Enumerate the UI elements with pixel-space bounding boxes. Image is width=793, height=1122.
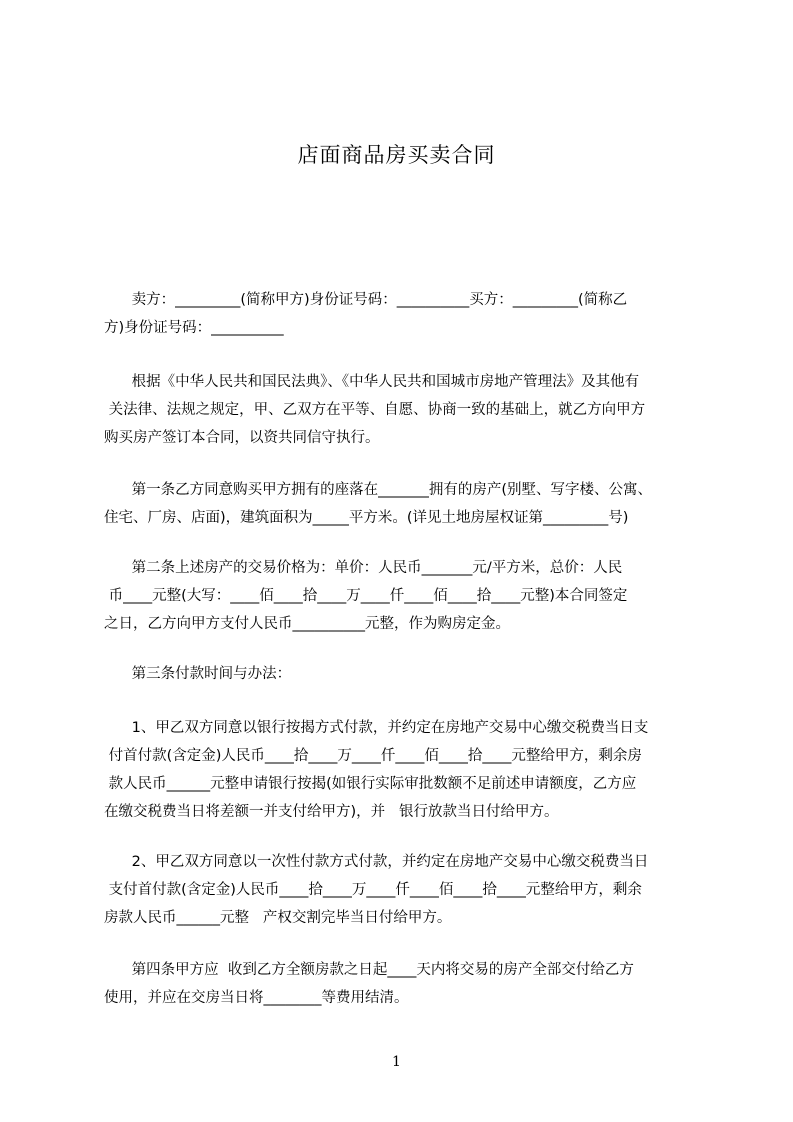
text-line: 关法律、法规之规定，甲、乙双方在平等、自愿、协商一致的基础上，就乙方向甲方 [104, 402, 646, 418]
text-line: 根据《中华人民共和国民法典》、《中华人民共和国城市房地产管理法》及其他有 [104, 374, 640, 390]
text-line: 付首付款(含定金)人民币____拾____万____仟____佰____拾____元整给甲方，剩余房 [104, 748, 642, 764]
paragraph-payment-lump-sum [104, 848, 704, 932]
page-number: 1 [392, 1054, 401, 1070]
text-line: 第二条上述房产的交易价格为：单价：人民币_______元/平方米，总价：人民 [104, 560, 623, 576]
text-line: 房款人民币______元整 产权交割完毕当日付给甲方。 [104, 910, 452, 926]
paragraph-parties [104, 286, 704, 342]
text-line: 第三条付款时间与办法： [104, 666, 292, 682]
text-line: 第一条乙方同意购买甲方拥有的座落在_______拥有的房产(别墅、写字楼、公寓、 [104, 482, 653, 498]
text-line: 在缴交税费当日将差额一并支付给甲方)，并 银行放款当日付给甲方。 [104, 804, 559, 820]
text-line: 支付首付款(含定金)人民币____拾____万____仟____佰____拾____元整给甲方，剩余 [104, 882, 642, 898]
text-line: 方)身份证号码：__________ [104, 320, 284, 336]
text-line: 住宅、厂房、店面)，建筑面积为_____平方米。(详见土地房屋权证第_________号) [104, 510, 629, 526]
paragraph-article-2 [104, 554, 704, 638]
paragraph-article-1 [104, 476, 704, 532]
text-line: 之日，乙方向甲方支付人民币__________元整，作为购房定金。 [104, 616, 510, 632]
text-line: 款人民币______元整申请银行按揭(如银行实际审批数额不足前述申请额度，乙方应 [104, 776, 637, 792]
text-line: 1、甲乙双方同意以银行按揭方式付款，并约定在房地产交易中心缴交税费当日支 [104, 720, 649, 736]
text-line: 币____元整(大写：____佰____拾____万____仟____佰____拾____元整)本合同签定 [104, 588, 628, 604]
paragraph-payment-mortgage [104, 714, 704, 826]
text-line: 2、甲乙双方同意以一次性付款方式付款，并约定在房地产交易中心缴交税费当日 [104, 854, 649, 870]
text-line: 卖方：_________(简称甲方)身份证号码：__________买方：_________(简称乙 [104, 292, 628, 308]
text-line: 购买房产签订本合同，以资共同信守执行。 [104, 430, 380, 446]
text-line: 使用，并应在交房当日将________等费用结清。 [104, 990, 409, 1006]
text-line: 第四条甲方应 收到乙方全额房款之日起____天内将交易的房产全部交付给乙方 [104, 962, 634, 978]
paragraph-article-3 [104, 660, 704, 688]
document-title: 店面商品房买卖合同 [297, 143, 496, 167]
paragraph-article-4 [104, 956, 704, 1012]
paragraph-preamble [104, 368, 704, 452]
